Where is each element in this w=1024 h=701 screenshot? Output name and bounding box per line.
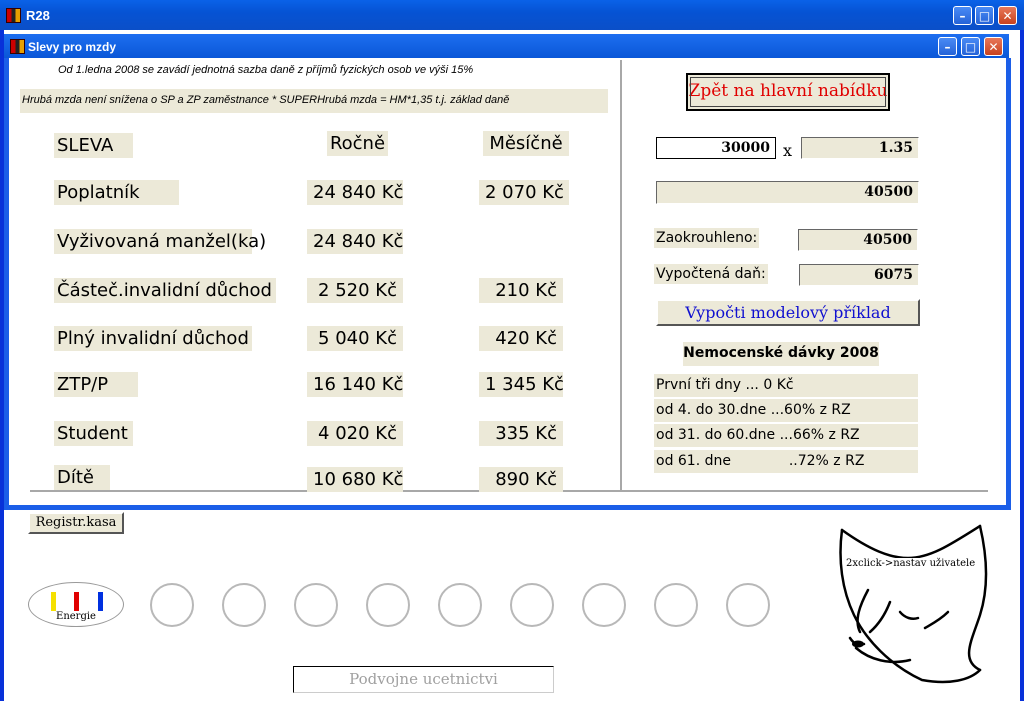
inner-frame-left [4,58,9,508]
row-rocne: 10 680 Kč [307,467,403,492]
maximize-button[interactable] [975,6,994,25]
row-rocne: 16 140 Kč [307,372,403,397]
superhruba-note: Hrubá mzda není snížena o SP a ZP zaměstnance * SUPERHrubá mzda = HM*1,35 t.j. základ daně [20,89,608,113]
circle-slot-2[interactable] [222,583,266,627]
close-icon: ✕ [1002,8,1013,23]
minimize-icon: – [944,39,951,54]
row-label: Dítě [54,465,110,490]
row-rocne: 24 840 Kč [307,180,403,205]
inner-frame-bottom [4,505,1011,510]
yellow-bar-icon [51,592,56,611]
energy-label: Energie [56,611,96,622]
row-label: Student [54,421,133,446]
inner-window-titlebar[interactable] [4,34,1009,58]
row-label: Vyživovaná manžel(ka) [54,229,252,254]
blue-bar-icon [98,592,103,611]
cash-register-button[interactable]: Registr.kasa [28,512,124,534]
window-title: R28 [26,8,50,23]
close-button[interactable] [998,6,1017,25]
minimize-button[interactable] [953,6,972,25]
sickness-row: První tři dny ... 0 Kč [654,374,918,397]
row-mesicne: 1 345 Kč [479,372,563,397]
circle-slot-3[interactable] [294,583,338,627]
inner-frame-right [1006,58,1011,508]
computed-tax-field: 6075 [799,264,919,286]
tax-rate-note: Od 1.ledna 2008 se zavádí jednotná sazba daně z příjmů fyzických osob ve výši 15% [58,64,474,76]
inner-minimize-button[interactable] [938,37,957,56]
row-label: Částeč.invalidní důchod [54,278,276,303]
compute-model-button[interactable]: Vypočti modelový příklad [656,299,920,326]
multiply-sign: x [783,141,793,160]
circle-slot-8[interactable] [654,583,698,627]
circle-slot-9[interactable] [726,583,770,627]
energy-button[interactable] [28,582,124,627]
circle-slot-7[interactable] [582,583,626,627]
row-label: Poplatník [54,180,179,205]
sickness-row: od 31. do 60.dne ...66% z RZ [654,424,918,447]
window-frame-right [1020,30,1024,701]
header-mesicne: Měsíčně [483,131,569,156]
row-mesicne: 335 Kč [479,421,563,446]
back-to-menu-button[interactable]: Zpět na hlavní nabídku [686,73,890,111]
circle-slot-4[interactable] [366,583,410,627]
inner-close-button[interactable] [984,37,1003,56]
circle-slot-1[interactable] [150,583,194,627]
row-mesicne: 420 Kč [479,326,563,351]
rounded-label: Zaokrouhleno: [656,230,758,246]
coefficient-field[interactable]: 1.35 [801,137,919,159]
vertical-divider [620,60,622,492]
row-mesicne: 2 070 Kč [479,180,569,205]
super-gross-field: 40500 [656,181,919,204]
double-entry-field[interactable]: Podvojne ucetnictvi [293,666,554,693]
red-bar-icon [74,592,79,611]
sickness-row: od 61. dne ..72% z RZ [654,450,918,473]
inner-maximize-button[interactable] [961,37,980,56]
row-label: Plný invalidní důchod [54,326,252,351]
maximize-icon: □ [964,39,977,54]
sickness-title: Nemocenské dávky 2008 [683,342,879,366]
maximize-icon: □ [978,8,991,23]
row-rocne: 4 020 Kč [307,421,403,446]
gross-wage-input[interactable]: 30000 [656,137,776,159]
circle-slot-6[interactable] [510,583,554,627]
fox-logo-icon[interactable] [830,520,990,690]
inner-app-icon[interactable] [10,39,25,54]
circle-slot-5[interactable] [438,583,482,627]
row-mesicne: 210 Kč [479,278,563,303]
rounded-field: 40500 [798,229,918,251]
row-rocne: 5 040 Kč [307,326,403,351]
sickness-row: od 4. do 30.dne ...60% z RZ [654,399,918,422]
row-rocne: 2 520 Kč [307,278,403,303]
window-titlebar[interactable] [0,0,1024,30]
close-icon: ✕ [988,39,999,54]
row-mesicne: 890 Kč [479,467,563,492]
app-icon[interactable] [6,8,21,23]
row-label: ZTP/P [54,372,138,397]
computed-tax-label: Vypočtená daň: [656,266,766,282]
user-hint-label[interactable]: 2xclick->nastav uživatele [846,558,976,569]
header-rocne: Ročně [327,131,388,156]
minimize-icon: – [959,8,966,23]
row-rocne: 24 840 Kč [307,229,403,254]
inner-window-title: Slevy pro mzdy [28,40,117,54]
header-sleva: SLEVA [54,133,133,158]
